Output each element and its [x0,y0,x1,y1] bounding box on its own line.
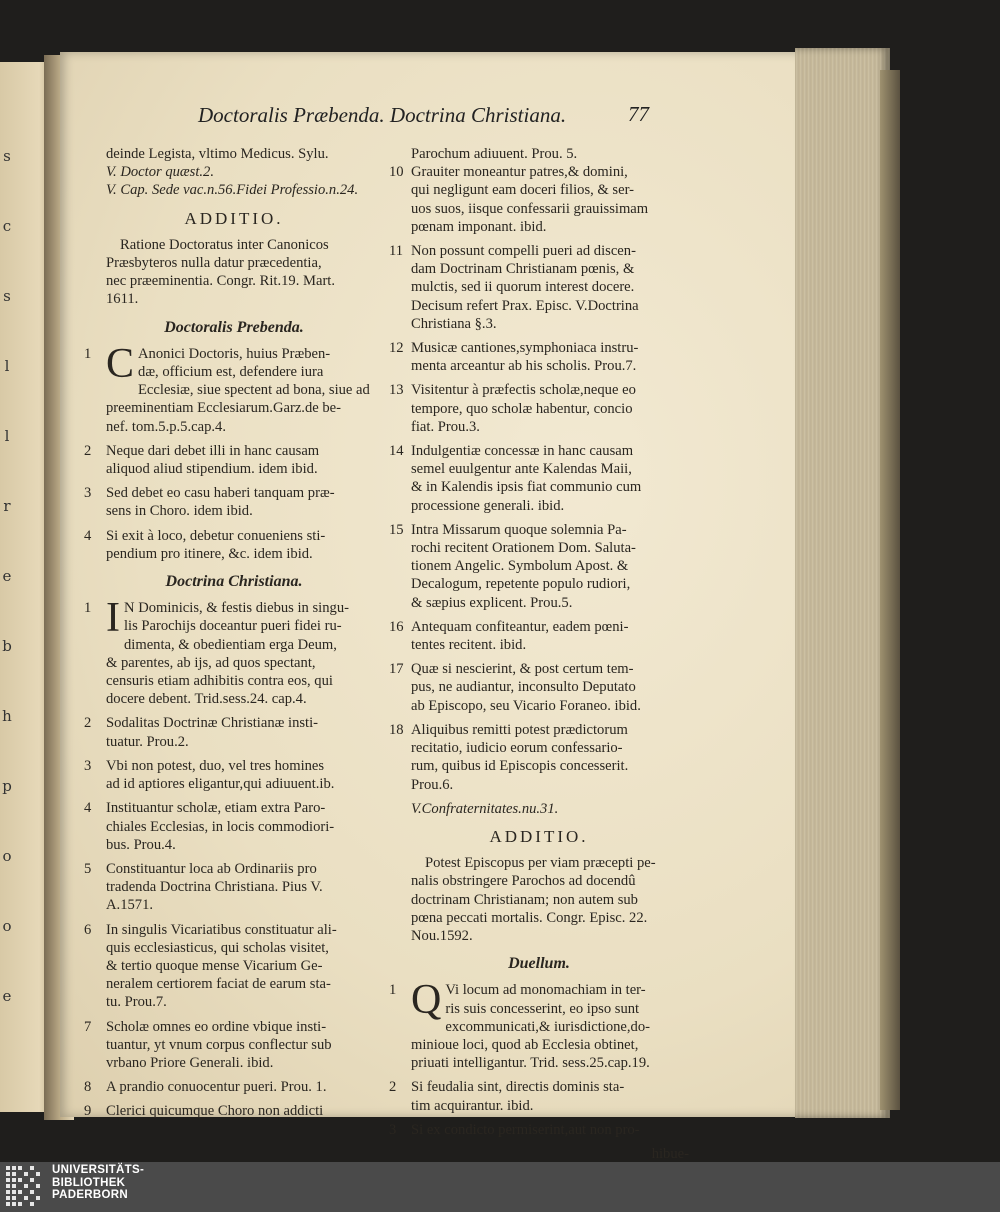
library-logo-text [52,1164,144,1202]
numbered-entry [84,714,384,750]
numbered-entry [389,521,689,612]
drop-cap: C [106,340,135,387]
entry-line: aliquod aliud stipendium. idem ibid. [106,461,318,478]
entry-line: semel euulgentur ante Kalendas Maii, [411,461,632,478]
entry-line: mulctis, sed ii quorum interest docere. [411,279,635,296]
numbered-entry [84,799,384,854]
additio-line: 1611. [106,291,139,308]
entry-number: 1 [84,345,92,362]
entry-line: dimenta, & obedientiam erga Deum, [124,636,337,653]
entry-line: Sed debet eo casu haberi tanquam præ- [106,485,335,502]
numbered-entry [84,442,384,478]
entry-line: pendium pro itinere, &c. idem ibid. [106,545,313,562]
entry-number: 1 [389,982,397,999]
logo-dot [12,1202,16,1206]
entry-line: & in Kalendis ipsis fiat communio cum [411,479,642,496]
logo-dot [24,1196,28,1200]
entry-line: Vi locum ad monomachiam in ter- [445,982,646,999]
drop-cap: Q [411,977,442,1024]
logo-dot [12,1196,16,1200]
numbered-entry [389,618,689,654]
logo-dot [18,1202,22,1206]
entry-line: Musicæ cantiones,symphoniaca instru- [411,340,639,357]
additio-line: Potest Episcopus per viam præcepti pe- [425,855,656,872]
additio-line: Præsbyteros nulla datur præcedentia, [106,255,322,272]
entry-number: 2 [84,442,92,459]
logo-dot [24,1184,28,1188]
logo-dot [6,1172,10,1176]
entry-line: Intra Missarum quoque solemnia Pa- [411,521,627,538]
logo-dot [12,1172,16,1176]
entry-line: recitatio, iudicio eorum confessario- [411,740,623,757]
entry-line: rum, quibus id Episcopis concesserit. [411,758,629,775]
entry-line: preeminentiam Ecclesiarum.Garz.de be- [106,400,342,417]
additio-line: pœna peccati mortalis. Congr. Episc. 22. [411,909,648,926]
entry-line: & parentes, ab ijs, ad quos spectant, [106,654,316,671]
additio-heading: ADDITIO. [489,826,589,846]
additio-line: doctrinam Christianam; non autem sub [411,891,638,908]
entry-line: Prou.6. [411,776,454,793]
logo-dot [6,1166,10,1170]
logo-dot [12,1166,16,1170]
entry-number: 4 [84,800,92,817]
entry-line: qui negligunt eam doceri filios, & ser- [411,182,635,199]
entry-line: Si ex condicto permiserint,aut non pro- [411,1121,640,1138]
entry-line: Vbi non potest, duo, vel tres homines [106,757,325,774]
entry-line: Instituantur scholæ, etiam extra Paro- [106,800,326,817]
numbered-entry [389,442,689,515]
entry-line: & sæpius explicent. Prou.5. [411,594,573,611]
additio-line: nalis obstringere Parochos ad docendû [411,873,636,890]
entry-line: dæ, officium est, defendere iura [138,364,324,381]
entry-number: 8 [84,1079,92,1096]
left-page-fragment: h [2,707,12,725]
entry-line: priuati intelligantur. Trid. sess.25.cap.19. [411,1055,650,1072]
intro-block [84,145,384,200]
entry-line: censuris etiam adhibitis contra eos, qui [106,673,333,690]
logo-dot [6,1196,10,1200]
intro-line: deinde Legista, vltimo Medicus. Sylu. [106,146,329,162]
entry-line: Decalogum, repetente populo rudiori, [411,576,631,593]
numbered-entry [389,242,689,333]
entry-number: 16 [389,618,404,635]
logo-dot [6,1178,10,1182]
numbered-entry [84,527,384,563]
entry-line: Quæ si nescierint, & post certum tem- [411,661,634,678]
numbered-entry [84,921,384,1012]
additio-line: Nou.1592. [411,927,473,944]
numbered-entry [389,339,689,375]
entry-line: Clerici quicumque Choro non addicti [106,1103,324,1120]
entry-line: tu. Prou.7. [106,994,167,1011]
entry-line: Constituantur loca ab Ordinariis pro [106,860,317,877]
catchword: hibue- [651,1145,689,1162]
logo-dot [36,1196,40,1200]
logo-line-2: BIBLIOTHEK [52,1176,126,1189]
numbered-entry [84,1102,384,1120]
entry-line: minioue loci, quod ab Ecclesia obtinet, [411,1036,639,1053]
entry-line: rochi recitent Orationem Dom. Saluta- [411,540,636,557]
logo-dot [6,1202,10,1206]
book-cover-edge [880,70,900,1110]
entry-line: pœnam imponant. ibid. [411,218,547,235]
entry-line: dam Doctrinam Christianam pœnis, & [411,261,635,278]
left-page-fragment: r [3,497,11,515]
entry-line: menta arceantur ab his scholis. Prou.7. [411,358,637,375]
logo-dot [18,1178,22,1182]
entry-line: A prandio conuocentur pueri. Prou. 1. [106,1079,327,1096]
logo-dot [36,1184,40,1188]
left-page-fragment: e [2,987,12,1005]
numbered-entry [389,1078,689,1114]
numbered-entry [84,860,384,915]
entry-line: fiat. Prou.3. [411,418,480,435]
entry-number: 14 [389,443,404,460]
entry-number: 4 [84,527,92,544]
entry-line: tentes recitent. ibid. [411,637,527,654]
logo-line-3: PADERBORN [52,1189,128,1201]
entry-number: 3 [84,485,92,502]
entry-line: Anonici Doctoris, huius Præben- [138,345,331,362]
numbered-entry [84,340,384,436]
logo-dot [30,1178,34,1182]
cross-reference: V.Confraternitates.nu.31. [411,800,559,817]
entry-line: quis ecclesiasticus, qui scholas visitet, [106,939,329,956]
logo-dot [30,1190,34,1194]
doctrina-heading: Doctrina Christiana. [165,573,303,591]
right-column [389,145,689,1162]
entry-line: tradenda Doctrina Christiana. Pius V. [106,879,323,896]
entry-line: bus. Prou.4. [106,836,176,853]
logo-dot [24,1172,28,1176]
entry-line: In singulis Vicariatibus constituatur ali- [106,921,337,938]
left-page-fragment: e [2,567,12,585]
intro-line: V. Doctor quæst.2. [106,164,214,181]
entry-number: 5 [84,860,92,877]
entry-line: lis Parochijs doceantur pueri fidei ru- [124,618,342,635]
logo-dot [30,1166,34,1170]
entry-line: ris suis concesserint, eo ipso sunt [445,1000,640,1017]
entry-line: chiales Ecclesias, in locis commodiori- [106,818,335,835]
entry-line: vrbano Priore Generali. ibid. [106,1054,274,1071]
entry-line: Scholæ omnes eo ordine vbique insti- [106,1018,327,1035]
logo-dot [18,1166,22,1170]
additio-heading: ADDITIO. [184,208,284,228]
logo-dot [18,1190,22,1194]
numbered-entry [389,977,689,1072]
logo-dot [6,1184,10,1188]
entry-line: Neque dari debet illi in hanc causam [106,442,320,459]
left-page-fragment: l [4,357,10,375]
entry-line: sens in Choro. idem ibid. [106,503,253,520]
logo-dot [12,1184,16,1188]
entry-number: 12 [389,340,404,357]
entry-line: Si exit à loco, debetur conueniens sti- [106,527,326,544]
entry-number: 3 [84,757,92,774]
additio-line: nec præeminentia. Congr. Rit.19. Mart. [106,273,336,290]
entry-line: ab Episcopo, seu Vicario Foraneo. ibid. [411,697,641,714]
entry-line: neralem certiorem faciat de earum sta- [106,976,331,993]
entry-line: tuantur, yt vnum corpus conflectur sub [106,1036,332,1053]
entry-number: 18 [389,721,404,738]
entry-number: 2 [389,1079,397,1096]
prebenda-heading: Doctoralis Prebenda. [164,318,304,336]
entry-line: tionem Angelic. Symbolum Apost. & [411,558,629,575]
left-page-fragment: s [3,147,11,165]
numbered-entry [84,1018,384,1073]
left-page-fragment: b [2,637,12,655]
additio-text [389,854,689,945]
entry-line: & tertio quoque mense Vicarium Ge- [106,957,323,974]
entry-line: Antequam confiteantur, eadem pœni- [411,618,629,635]
running-header: Doctoralis Præbenda. Doctrina Christiana. [198,103,567,127]
left-column [84,145,384,1127]
entry-number: 13 [389,382,404,399]
entry-number: 17 [389,661,404,678]
entry-line: Decisum refert Prax. Episc. V.Doctrina [411,297,639,314]
entry-line: N Dominicis, & festis diebus in singu- [124,600,349,617]
entry-line: tuatur. Prou.2. [106,733,189,750]
logo-dot [12,1190,16,1194]
entry-line: excommunicati,& iurisdictione,do- [445,1018,651,1035]
numbered-entry [84,595,384,708]
entry-line: tempore, quo scholæ habentur, concio [411,400,633,417]
footer-bar [0,1162,1000,1212]
numbered-entry [84,484,384,520]
entry-number: 6 [84,921,92,938]
additio-text [84,236,384,309]
drop-cap: I [106,595,120,642]
numbered-entry [84,757,384,793]
entry-line: Visitentur à præfectis scholæ,neque eo [411,382,636,399]
entry-line: Aliquibus remitti potest prædictorum [411,721,628,738]
entry-number: 1 [84,600,92,617]
numbered-entry [389,163,689,236]
entry-line: tim acquirantur. ibid. [411,1097,534,1114]
cont-line: Parochum adiuuent. Prou. 5. [411,146,578,162]
entry-line: Ecclesiæ, siue spectent ad bona, siue ad [138,382,370,399]
entry-line: Si feudalia sint, directis dominis sta- [411,1079,625,1096]
left-page-fragment: o [2,847,12,865]
numbered-entry [84,1078,384,1096]
page-edges [795,48,890,1118]
entry-number: 9 [84,1103,92,1120]
left-page-fragment: s [3,287,11,305]
entry-line: Non possunt compelli pueri ad discen- [411,243,636,260]
entry-line: Sodalitas Doctrinæ Christianæ insti- [106,715,319,732]
entry-line: pus, ne audiantur, inconsulto Deputato [411,679,636,696]
entry-line: docere debent. Trid.sess.24. cap.4. [106,691,307,708]
left-page-fragment: c [2,217,12,235]
entry-line: Grauiter moneantur patres,& domini, [411,164,628,181]
entry-line: processione generali. ibid. [411,497,565,514]
logo-dot [12,1178,16,1182]
entry-number: 7 [84,1018,92,1035]
entry-number: 15 [389,521,404,538]
intro-line: V. Cap. Sede vac.n.56.Fidei Professio.n.24. [106,182,359,199]
entry-number: 10 [389,164,404,181]
entry-line: ad id aptiores eligantur,qui adiuuent.ib. [106,776,335,793]
entry-line: Indulgentiæ concessæ in hanc causam [411,443,634,460]
entry-line: A.1571. [106,897,154,914]
entry-number: 3 [389,1121,397,1138]
duellum-heading: Duellum. [508,955,570,973]
logo-dot [30,1202,34,1206]
left-page-fragment: l [4,427,10,445]
entry-line: uos suos, iisque confessarii grauissimam [411,200,649,217]
left-page-fragment: p [2,777,12,795]
additio-line: Ratione Doctoratus inter Canonicos [120,236,329,253]
entry-number: 11 [389,243,404,260]
entry-line: nef. tom.5.p.5.cap.4. [106,418,226,435]
entry-number: 2 [84,715,92,732]
numbered-entry [389,721,689,794]
logo-dot [6,1190,10,1194]
library-logo-icon [6,1166,44,1206]
left-page-fragment: o [2,917,12,935]
numbered-entry [389,660,689,715]
page-number: 77 [628,102,649,126]
entry-line: Christiana §.3. [411,315,497,332]
continued-line [389,145,689,163]
numbered-entry [389,1121,689,1139]
numbered-entry [389,381,689,436]
logo-line-1: UNIVERSITÄTS- [52,1164,145,1176]
logo-dot [36,1172,40,1176]
